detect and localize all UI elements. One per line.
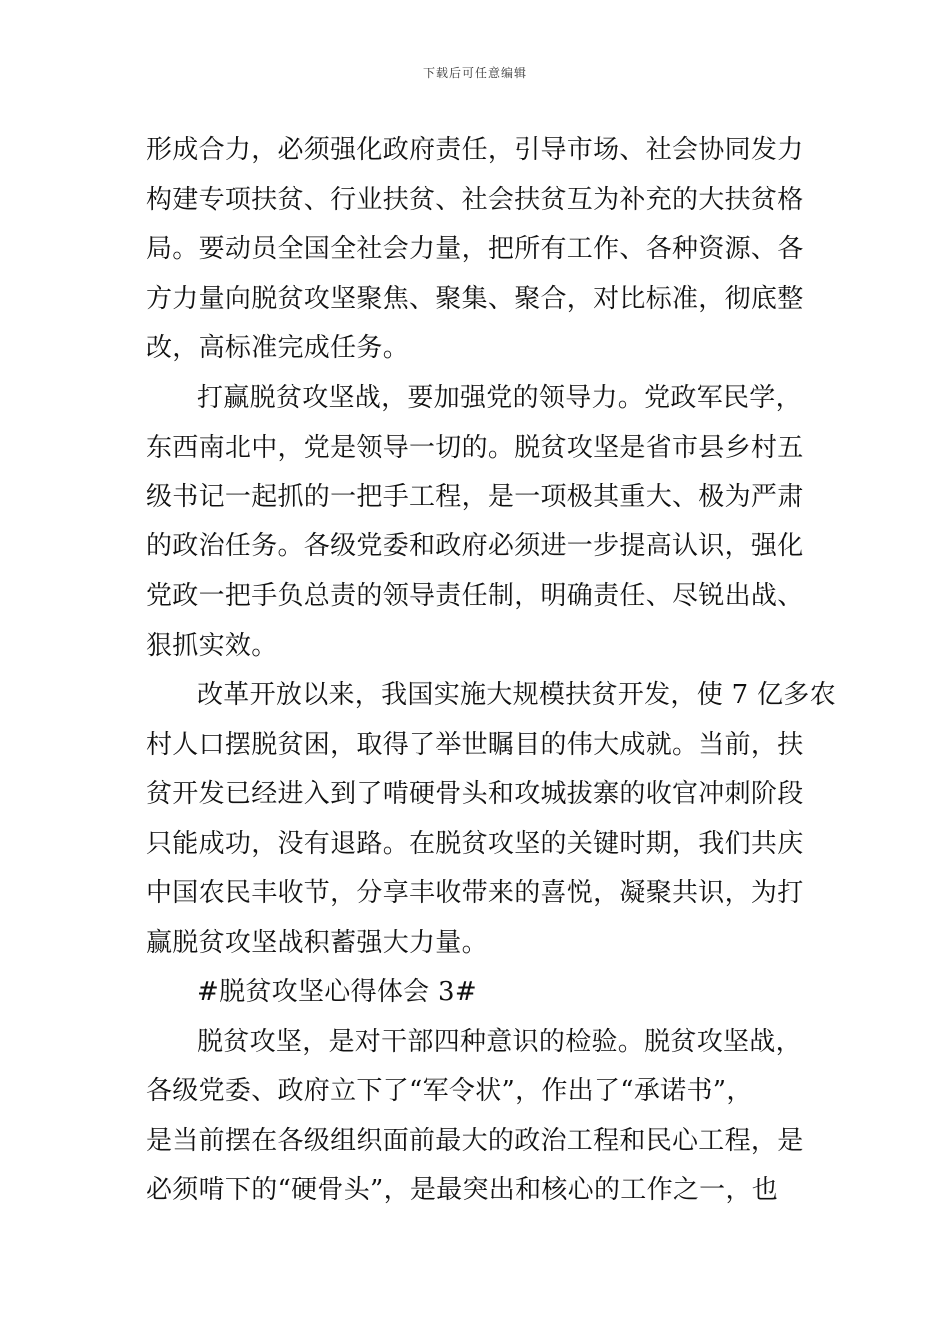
body-text-line: 的政治任务。各级党委和政府必须进一步提高认识，强化 — [146, 531, 804, 561]
body-text-line: 是当前摆在各级组织面前最大的政治工程和民心工程，是 — [146, 1126, 804, 1156]
body-text-line: 局。要动员全国全社会力量，把所有工作、各种资源、各 — [146, 234, 804, 264]
section-heading: #脱贫攻坚心得体会 3# — [197, 977, 477, 1007]
paragraph-first-line: 脱贫攻坚，是对干部四种意识的检验。脱贫攻坚战， — [197, 1027, 802, 1057]
body-text-line: 村人口摆脱贫困，取得了举世瞩目的伟大成就。当前，扶 — [146, 730, 804, 760]
body-text-line: 贫开发已经进入到了啃硬骨头和攻城拔寨的收官冲刺阶段 — [146, 779, 804, 809]
paragraph-first-line: 改革开放以来，我国实施大规模扶贫开发，使 7 亿多农 — [197, 680, 836, 710]
body-text-line: 形成合力，必须强化政府责任，引导市场、社会协同发力 — [146, 135, 804, 165]
body-text-line: 狠抓实效。 — [146, 631, 278, 661]
body-text-line: 赢脱贫攻坚战积蓄强大力量。 — [146, 928, 488, 958]
paragraph-first-line: 打赢脱贫攻坚战，要加强党的领导力。党政军民学， — [197, 383, 802, 413]
body-text-line: 方力量向脱贫攻坚聚焦、聚集、聚合，对比标准，彻底整 — [146, 284, 804, 314]
body-text-line: 只能成功，没有退路。在脱贫攻坚的关键时期，我们共庆 — [146, 829, 804, 859]
body-text-line: 东西南北中，党是领导一切的。脱贫攻坚是省市县乡村五 — [146, 433, 804, 463]
body-text-line: 必须啃下的“硬骨头”，是最突出和核心的工作之一，也 — [146, 1175, 779, 1205]
body-text-line: 中国农民丰收节，分享丰收带来的喜悦，凝聚共识，为打 — [146, 878, 804, 908]
page-header: 下载后可任意编辑 — [422, 66, 527, 80]
body-text-line: 构建专项扶贫、行业扶贫、社会扶贫互为补充的大扶贫格 — [146, 185, 804, 215]
body-text-line: 各级党委、政府立下了“军令状”，作出了“承诺书”， — [146, 1076, 753, 1106]
body-text-line: 级书记一起抓的一把手工程，是一项极其重大、极为严肃 — [146, 482, 804, 512]
body-text-line: 党政一把手负总责的领导责任制，明确责任、尽锐出战、 — [146, 581, 804, 611]
body-text-line: 改，高标准完成任务。 — [146, 333, 410, 363]
